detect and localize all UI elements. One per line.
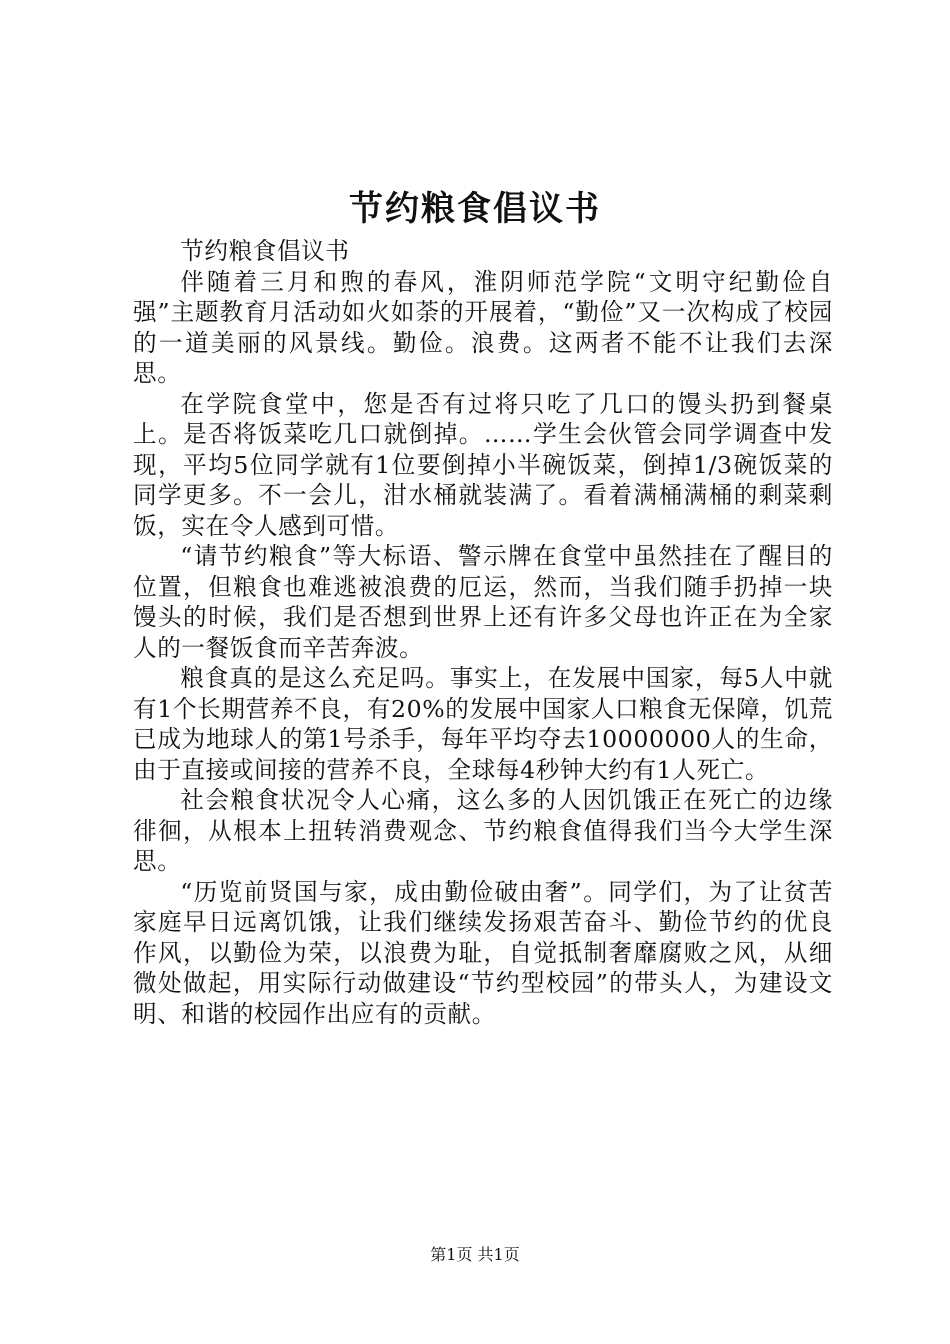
paragraph-subtitle: 节约粮食倡议书: [180, 237, 350, 265]
page-footer: 第1页 共1页: [430, 1245, 520, 1264]
paragraph-1: 伴随着三月和煦的春风，淮阴师范学院“文明守纪勤俭自强”主题教育月活动如火如荼的开展着，“勤俭”又一次构成了校园的一道美丽的风景线。勤俭。浪费。这两者不能不让我们去深思。: [133, 267, 833, 387]
paragraph-6: “历览前贤国与家，成由勤俭破由奢”。同学们，为了让贫苦家庭早日远离饥饿，让我们继续发扬艰苦奋斗、勤俭节约的优良作风，以勤俭为荣，以浪费为耻，自觉抵制奢靡腐败之风，从细微处做起，用实际行动做建设“节约型校园”的带头人，为建设文明、和谐的校园作出应有的贡献。: [133, 877, 833, 1028]
paragraph-4: 粮食真的是这么充足吗。事实上，在发展中国家，每5人中就有1个长期营养不良，有20%的发展中国家人口粮食无保障，饥荒已成为地球人的第1号杀手，每年平均夺去10000000人的生命，由于直接或间接的营养不良，全球每4秒钟大约有1人死亡。: [133, 664, 833, 784]
paragraph-5: 社会粮食状况令人心痛，这么多的人因饥饿正在死亡的边缘徘徊，从根本上扭转消费观念、节约粮食值得我们当今大学生深思。: [133, 786, 833, 875]
document-body: [133, 236, 833, 1029]
paragraph-2: 在学院食堂中，您是否有过将只吃了几口的馒头扔到餐桌上。是否将饭菜吃几口就倒掉。……学生会伙管会同学调查中发现，平均5位同学就有1位要倒掉小半碗饭菜，倒掉1/3碗饭菜的同学更多。不一会儿，泔水桶就装满了。看着满桶满桶的剩菜剩饭，实在令人感到可惜。: [133, 389, 833, 540]
document-title: 节约粮食倡议书: [349, 189, 601, 229]
paragraph-3: “请节约粮食”等大标语、警示牌在食堂中虽然挂在了醒目的位置，但粮食也难逃被浪费的厄运，然而，当我们随手扔掉一块馒头的时候，我们是否想到世界上还有许多父母也许正在为全家人的一餐饭食而辛苦奔波。: [133, 542, 833, 662]
